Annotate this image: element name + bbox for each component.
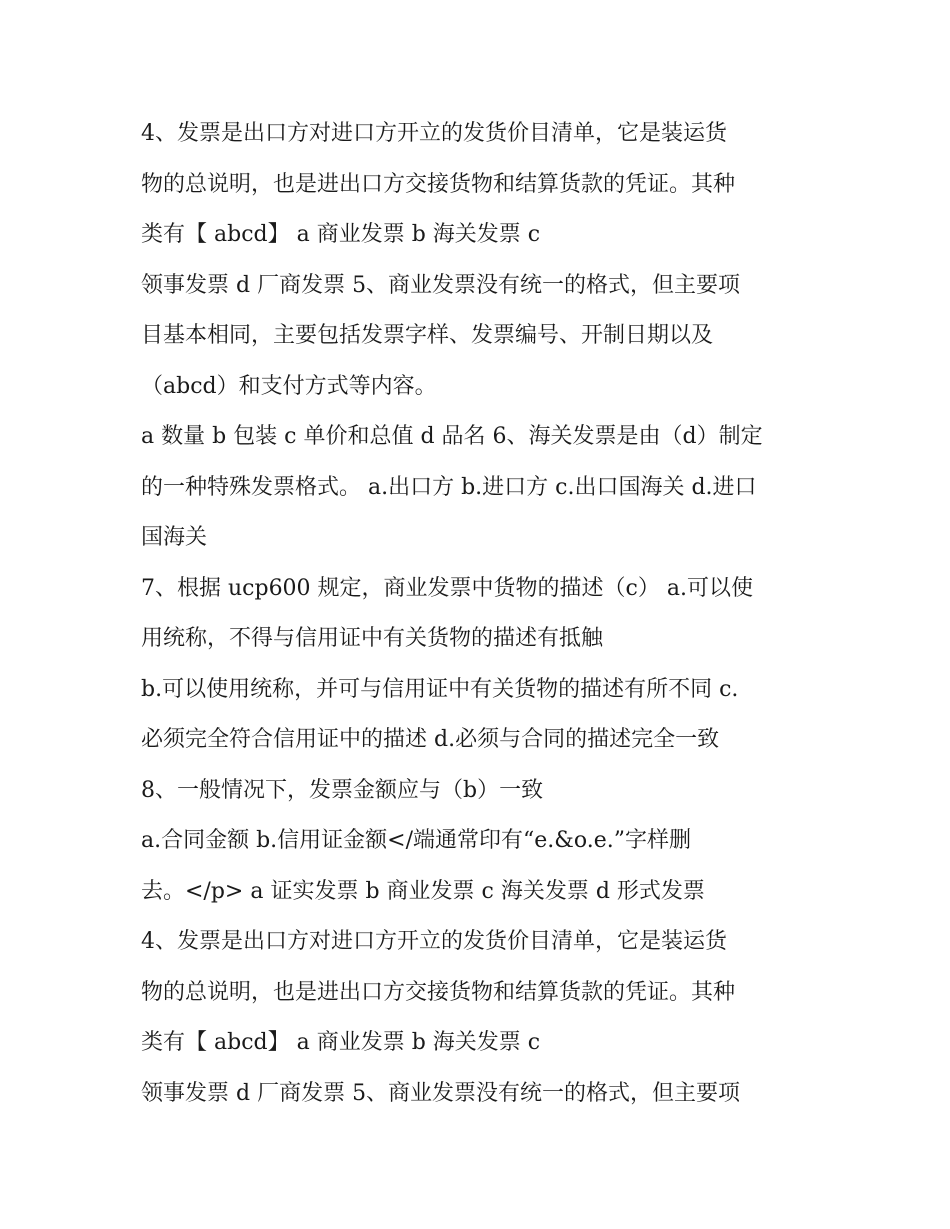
text-line: 用统称，不得与信用证中有关货物的描述有抵触 <box>141 626 604 651</box>
text-line: 8、一般情况下，发票金额应与（b）一致 <box>141 777 544 803</box>
document-body <box>141 109 821 1119</box>
text-line: a 数量 b 包装 c 单价和总值 d 品名 6、海关发票是由（d）制定 <box>141 424 763 449</box>
text-line: 类有【 abcd】 a 商业发票 b 海关发票 c <box>141 222 541 247</box>
text-line: 必须完全符合信用证中的描述 d.必须与合同的描述完全一致 <box>141 727 720 752</box>
text-line: 物的总说明，也是进出口方交接货物和结算货款的凭证。其种 <box>141 979 736 1005</box>
text-line: 4、发票是出口方对进口方开立的发货价目清单，它是装运货 <box>141 929 727 954</box>
text-line: 7、根据 ucp600 规定，商业发票中货物的描述（c） a.可以使 <box>141 575 753 601</box>
text-line: 去。</p> a 证实发票 b 商业发票 c 海关发票 d 形式发票 <box>141 878 705 904</box>
text-line: 目基本相同，主要包括发票字样、发票编号、开制日期以及 <box>141 323 714 348</box>
text-line: （abcd）和支付方式等内容。 <box>141 373 437 399</box>
text-line: b.可以使用统称，并可与信用证中有关货物的描述有所不同 c. <box>141 676 739 702</box>
text-line: a.合同金额 b.信用证金额</端通常印有“e.&o.e.”字样删 <box>141 828 691 853</box>
text-line: 4、发票是出口方对进口方开立的发货价目清单，它是装运货 <box>141 121 727 146</box>
text-line: 类有【 abcd】 a 商业发票 b 海关发票 c <box>141 1030 541 1055</box>
text-line: 领事发票 d 厂商发票 5、商业发票没有统一的格式，但主要项 <box>141 1080 741 1106</box>
text-line: 物的总说明，也是进出口方交接货物和结算货款的凭证。其种 <box>141 171 736 197</box>
text-line: 领事发票 d 厂商发票 5、商业发票没有统一的格式，但主要项 <box>141 272 741 298</box>
text-line: 的一种特殊发票格式。 a.出口方 b.进口方 c.出口国海关 d.进口 <box>141 474 757 500</box>
text-line: 国海关 <box>141 525 208 550</box>
